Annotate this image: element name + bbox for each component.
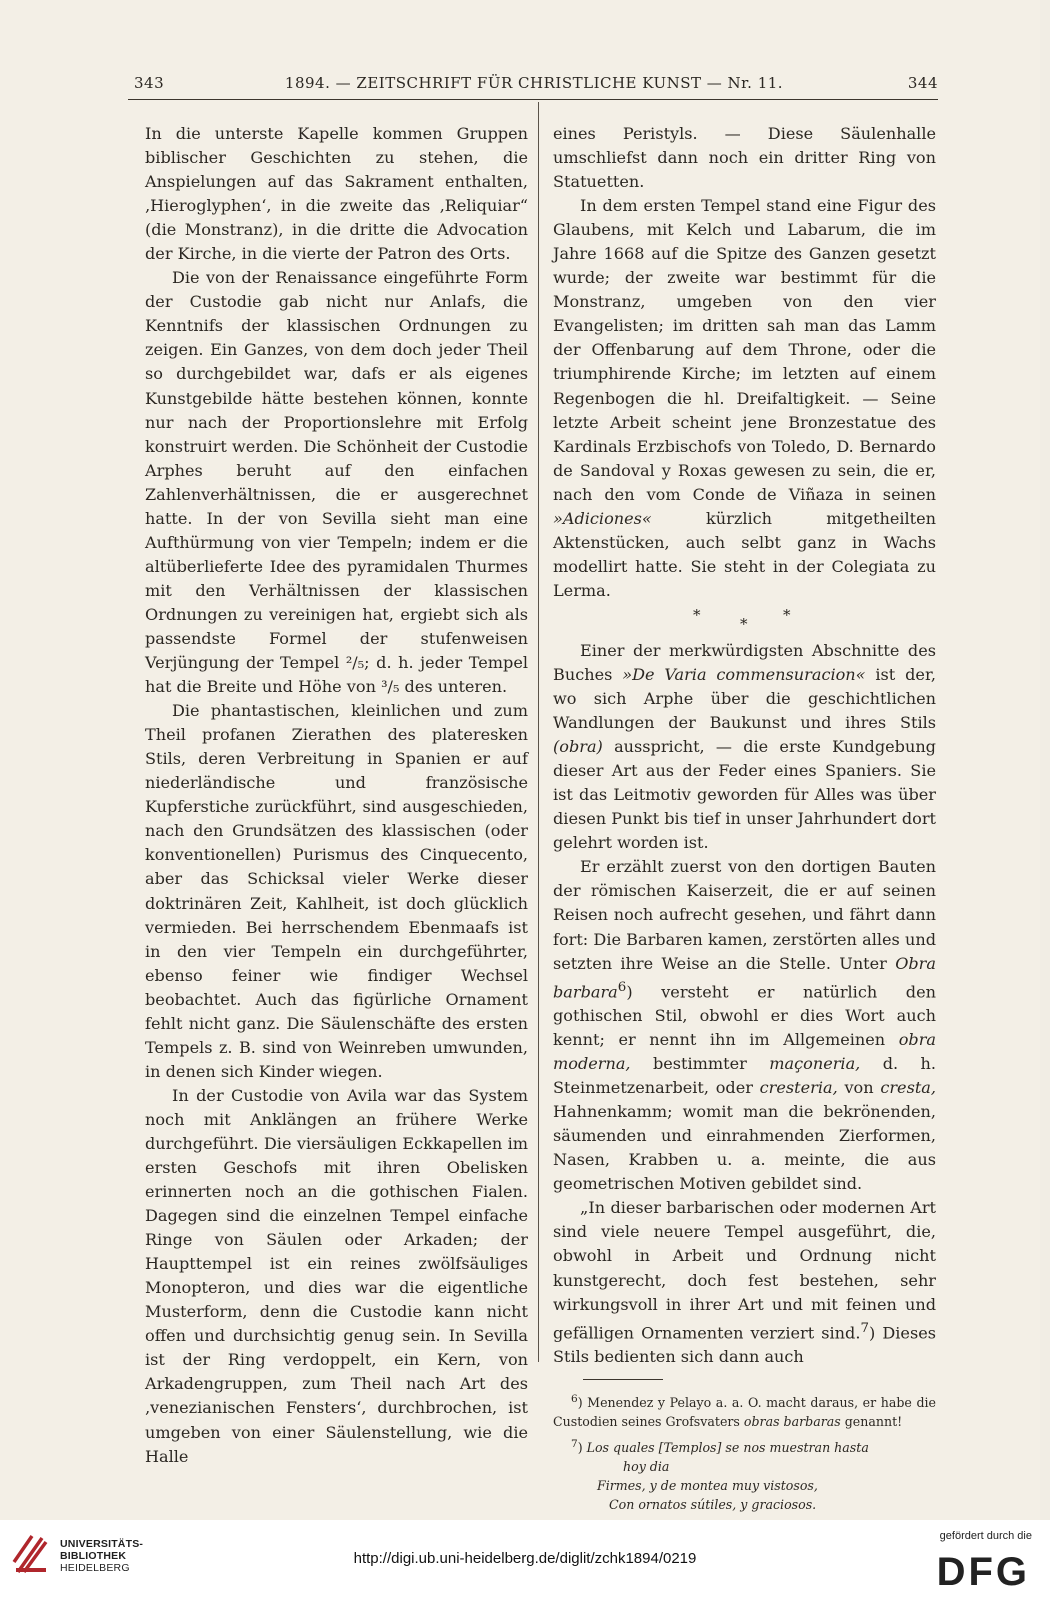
dfg-logo: DFG	[936, 1550, 1030, 1594]
header-rule	[128, 99, 938, 100]
left-column	[145, 122, 528, 1469]
verse-line: Con ornatos sútiles, y graciosos.	[609, 1497, 817, 1513]
footnote-ref: 7	[860, 1320, 869, 1336]
footnote-7: $^7$) Los quales [Templos] se nos muestran hasta	[571, 1438, 869, 1456]
footer-bar	[0, 1520, 1050, 1605]
library-name: UNIVERSITÄTS- BIBLIOTHEK HEIDELBERG	[60, 1538, 144, 1574]
paragraph: In der Custodie von Avila war das System noch mit Anklängen an frühere Werke durchgeführt. Die viersäuligen Eckkapellen im ersten Geschofs mit ihren Obelisken erinnerten noch an die gothischen Fialen. Dagegen sind die einzelnen Tempel einfache Ringe von Säulen oder Arkaden; der Haupttempel ist ein reines zwölfsäuliges Monopteron, und dies war die eigentliche Musterform, denn die Custodie kann nicht offen und durchsichtig genug sein. In Sevilla ist der Ring verdoppelt, ein Kern, von Arkadengruppen, zum Theil nach Art des ‚venezianischen Fensters‘, durchbrochen, ist umgeben von einer Säulenstellung, wie die Halle	[145, 1085, 528, 1466]
right-column	[553, 122, 936, 1514]
paragraph: In dem ersten Tempel stand eine Figur des Glaubens, mit Kelch und Labarum, die im Jahre 1668 auf die Spitze des Ganzen gesetzt wurde; der zweite war bestimmt für die Monstranz, umgeben von den vier Evangelisten; im dritten sah man das Lamm der Offenbarung auf dem Throne, oder die triumphirende Kirche; im letzten auf einem Regenbogen die hl. Dreifaltigkeit. — Seine letzte Arbeit scheint jene Bronzestatue des Kardinals Erzbischofs von Toledo, D. Bernardo de Sandoval y Roxas gewesen zu sein, die er, nach den vom Conde de Viñaza in seinen »Adiciones« kürzlich mitgetheilten Aktenstücken, auch selbt ganz in Wachs modellirt hatte. Sie steht in der Colegiata zu Lerma.	[553, 196, 936, 600]
page-number-right: 344	[907, 74, 938, 92]
paragraph: „In dieser barbarischen oder modernen Art sind viele neuere Tempel ausgeführt, die, obwohl in Arbeit und Ordnung nicht kunstgerecht, doch fest bestehen, sehr wirkungsvoll in ihrer Art und mit feinen und gefälligen Ornamenten verziert sind.$^7$) Dieses Stils bedienten sich dann auch	[553, 1198, 936, 1367]
page-number-left: 343	[134, 74, 165, 92]
paragraph: Einer der merkwürdigsten Abschnitte des Buches »De Varia commensuracion« ist der, wo sich Arphe über die geschichtlichen Wandlungen der Baukunst und ihres Stils (obra) ausspricht, — die erste Kundgebung dieser Art aus der Feder eines Spaniers. Sie ist das Leitmotiv geworden für Alles was über diesen Punkt bis tief in unser Jahrhundert dort gelehrt worden ist.	[553, 640, 936, 853]
paragraph: Die von der Renaissance eingeführte Form der Custodie gab nicht nur Anlafs, die Kenntnifs der klassischen Ordnungen zu zeigen. Ein Ganzes, von dem doch jeder Theil so durchgebildet war, dafs er als eigenes Kunstgebilde hätte bestehen können, konnte nur nach der Proportionslehre mit Erfolg konstruirt werden. Die Schönheit der Custodie Arphes beruht auf den einfachen Zahlenverhältnissen, die er ausgerechnet hatte. In der von Sevilla sieht man eine Aufthürmung von vier Tempeln; indem er die altüberlieferte Idee des pyramidalen Thurmes mit den Verhältnissen der klassischen Ordnungen zu vereinigen hat, ergiebt sich als passendste Formel der stufenweisen Verjüngung der Tempel ²/₅; d. h. jeder Tempel hat die Breite und Höhe von ³/₅ des unteren.	[145, 268, 528, 697]
paragraph: Er erzählt zuerst von den dortigen Bauten der römischen Kaiserzeit, die er auf seinen Reisen noch aufrecht gesehen, und fährt dann fort: Die Barbaren kamen, zerstörten alles und setzten ihre Weise an die Stelle. Unter Obra barbara$^6$) versteht er natürlich den gothischen Stil, obwohl er dies Wort auch kennt; er nennt ihn im Allgemeinen obra moderna, bestimmter maçoneria, d. h. Steinmetzenarbeit, oder cresteria, von cresta, Hahnenkamm; womit man die bekrönenden, säumenden und einrahmenden Zierformen, Nasen, Krabben u. a. meinte, die aus geometrischen Motiven gebildet sind.	[553, 857, 937, 1194]
footnote-6: $^6$) Menendez y Pelayo a. a. O. macht daraus, er habe die Custodien seines Grofsvaters obras barbaras genannt!	[553, 1393, 936, 1430]
funding-note: gefördert durch die	[939, 1530, 1032, 1542]
journal-title: 1894. — ZEITSCHRIFT FÜR CHRISTLICHE KUNST — Nr. 11.	[284, 74, 784, 92]
university-library-logo-icon	[12, 1532, 52, 1576]
section-separator: * * *	[693, 605, 791, 633]
footnotes	[553, 1390, 936, 1514]
verse-line: Firmes, y de montea muy vistosos,	[597, 1478, 818, 1494]
source-url-link[interactable]: http://digi.ub.uni-heidelberg.de/diglit/zchk1894/0219	[353, 1550, 697, 1567]
paragraph: Die phantastischen, kleinlichen und zum Theil profanen Zierathen des plateresken Stils, deren Verbreitung in Spanien er auf niederländische und französische Kupferstiche zurückführt, sind ausgeschieden, nach den Grundsätzen des klassischen (oder konventionellen) Purismus des Cinquecento, aber das Schicksal vieler Werke dieser doktrinären Zeit, Kahlheit, ist doch glücklich vermieden. Bei herrschendem Ebenmaafs ist in den vier Tempeln ein durchgeführter, ebenso feiner wie findiger Wechsel beobachtet. Auch das figürliche Ornament fehlt nicht ganz. Die Säulenschäfte des ersten Tempels z. B. sind von Weinreben umwunden, in denen sich Kinder wiegen.	[145, 701, 528, 1081]
paragraph: In die unterste Kapelle kommen Gruppen biblischer Geschichten zu stehen, die Anspielungen auf das Sakrament enthalten, ‚Hieroglyphen‘, in die zweite das ‚Reliquiar“ (die Monstranz), in die dritte die Advocation der Kirche, in die vierte der Patron des Orts.	[145, 124, 528, 264]
column-divider	[538, 102, 539, 1362]
footnote-ref: 6	[617, 979, 627, 995]
footnote-rule	[583, 1379, 663, 1380]
paragraph: eines Peristyls. — Diese Säulenhalle umschliefst dann noch ein dritter Ring von Statuetten.	[553, 124, 936, 192]
running-header	[130, 74, 938, 96]
verse-line: hoy dia	[623, 1459, 670, 1475]
